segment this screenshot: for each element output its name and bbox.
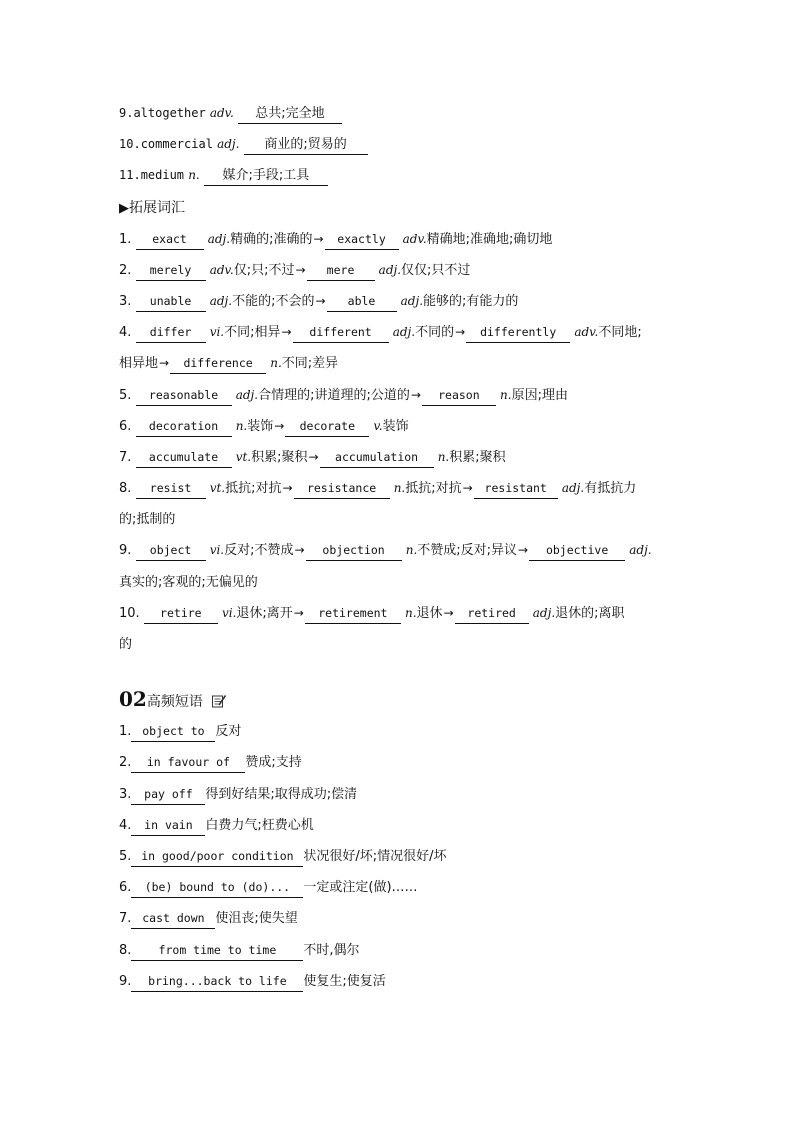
answer-blank bbox=[131, 785, 205, 805]
item-number: 10. bbox=[119, 605, 140, 621]
meaning: 不赞成;反对;异议 bbox=[417, 543, 518, 559]
meaning: 装饰 bbox=[247, 418, 274, 434]
answer-blank bbox=[293, 323, 389, 343]
arrow-icon: → bbox=[274, 418, 285, 433]
answer-blank bbox=[136, 323, 206, 343]
answer-blank bbox=[204, 167, 328, 186]
vocab-word: commercial bbox=[140, 137, 213, 152]
arrow-icon: → bbox=[443, 605, 454, 620]
answer-blank bbox=[466, 323, 570, 343]
answer-text: 总共;完全地 bbox=[255, 106, 325, 121]
part-of-speech: adj. bbox=[235, 387, 259, 402]
part-of-speech: adv. bbox=[209, 106, 234, 120]
meaning: 抵抗;对抗 bbox=[405, 481, 462, 497]
answer-blank bbox=[144, 604, 218, 624]
meaning: 得到好结果;取得成功;偿清 bbox=[205, 786, 358, 802]
meaning: 精确地;准确地;确切地 bbox=[426, 231, 553, 247]
extend-item bbox=[119, 535, 699, 566]
extend-item-continued bbox=[119, 504, 699, 535]
part-of-speech: vi. bbox=[209, 325, 225, 340]
meaning: 积累;聚积 bbox=[251, 449, 308, 465]
answer-blank bbox=[305, 604, 401, 624]
vocab-item bbox=[119, 160, 699, 191]
answer-blank bbox=[136, 541, 206, 561]
answer-text: objection bbox=[322, 543, 385, 558]
part-of-speech: adj. bbox=[400, 293, 424, 308]
answer-text: reasonable bbox=[148, 387, 219, 402]
answer-text: resistant bbox=[484, 481, 547, 496]
item-number: 7. bbox=[119, 449, 132, 465]
triangle-marker-icon: ▶ bbox=[119, 200, 129, 216]
phrase-item bbox=[119, 779, 699, 810]
arrow-icon: → bbox=[282, 481, 293, 496]
answer-text: retired bbox=[467, 605, 516, 620]
meaning: 不时,偶尔 bbox=[303, 942, 360, 958]
answer-text: 媒介;手段;工具 bbox=[222, 168, 310, 184]
answer-blank bbox=[131, 847, 303, 867]
arrow-icon: → bbox=[308, 449, 319, 464]
item-number: 4. bbox=[119, 817, 132, 833]
answer-text: (be) bound to (do)... bbox=[144, 880, 291, 895]
part-of-speech: adj. bbox=[532, 605, 556, 620]
answer-text: in good/poor condition bbox=[141, 848, 294, 863]
answer-text: from time to time bbox=[158, 942, 277, 957]
item-number: 10. bbox=[119, 137, 141, 152]
item-number: 3. bbox=[119, 293, 132, 309]
arrow-icon: → bbox=[315, 293, 326, 308]
meaning: 相异地 bbox=[119, 356, 159, 372]
part-of-speech: adv. bbox=[209, 262, 234, 277]
extend-item bbox=[119, 598, 699, 629]
meaning: 有抵抗力 bbox=[584, 481, 637, 497]
item-number: 5. bbox=[119, 848, 132, 864]
meaning: 仅;只;不过 bbox=[233, 262, 295, 278]
answer-text: different bbox=[309, 325, 372, 340]
meaning: 合情理的;讲道理的;公道的 bbox=[258, 387, 410, 403]
item-number: 9. bbox=[119, 543, 132, 559]
answer-blank bbox=[244, 136, 368, 155]
meaning: 反对 bbox=[215, 724, 242, 740]
answer-blank bbox=[238, 105, 342, 124]
answer-text: cast down bbox=[142, 911, 205, 926]
extend-item-continued bbox=[119, 348, 699, 379]
arrow-icon: → bbox=[518, 543, 529, 558]
phrase-item bbox=[119, 903, 699, 934]
answer-text: unable bbox=[149, 293, 192, 308]
vocab-word: altogether bbox=[133, 106, 206, 120]
answer-text: differently bbox=[480, 325, 557, 340]
answer-text: object bbox=[149, 543, 192, 558]
meaning: 装饰 bbox=[382, 418, 409, 434]
part-of-speech: vt. bbox=[235, 449, 252, 464]
extend-item bbox=[119, 473, 699, 504]
answer-text: accumulation bbox=[335, 449, 419, 464]
item-number: 11. bbox=[119, 168, 141, 183]
arrow-icon: → bbox=[294, 543, 305, 558]
vocab-item bbox=[119, 129, 699, 160]
answer-text: in favour of bbox=[146, 755, 230, 770]
part-of-speech: vi. bbox=[209, 543, 225, 558]
part-of-speech: n. bbox=[188, 168, 200, 183]
vocab-word: medium bbox=[140, 168, 185, 183]
part-of-speech: vi. bbox=[221, 605, 237, 620]
answer-text: mere bbox=[326, 262, 355, 277]
part-of-speech: adv. bbox=[574, 325, 599, 340]
meaning: 退休的;离职 bbox=[555, 605, 625, 621]
meaning: 精确的;准确的 bbox=[230, 231, 313, 247]
arrow-icon: → bbox=[410, 387, 421, 402]
part-of-speech: adv. bbox=[402, 231, 427, 246]
answer-blank bbox=[131, 816, 205, 836]
answer-blank bbox=[320, 448, 434, 468]
part-of-speech: vt. bbox=[209, 481, 226, 496]
meaning: 退休;离开 bbox=[236, 605, 293, 621]
answer-text: decoration bbox=[148, 418, 219, 433]
answer-blank bbox=[136, 230, 204, 250]
extend-item bbox=[119, 380, 699, 411]
answer-blank bbox=[306, 541, 402, 561]
answer-text: exact bbox=[152, 231, 187, 246]
answer-text: reason bbox=[438, 387, 480, 402]
answer-blank bbox=[136, 292, 206, 312]
extend-item-continued bbox=[119, 567, 699, 598]
answer-blank bbox=[136, 417, 232, 437]
answer-text: bring...back to life bbox=[148, 973, 287, 988]
answer-text: retire bbox=[160, 605, 202, 620]
meaning: 抵抗;对抗 bbox=[225, 481, 282, 497]
part-of-speech: adj. bbox=[378, 262, 402, 277]
phrase-item bbox=[119, 935, 699, 966]
item-number: 7. bbox=[119, 911, 132, 927]
answer-text: resist bbox=[149, 481, 192, 496]
answer-blank bbox=[325, 230, 399, 250]
answer-text: in vain bbox=[144, 817, 193, 832]
phrase-item bbox=[119, 966, 699, 997]
answer-blank bbox=[170, 354, 266, 374]
note-pencil-icon bbox=[211, 689, 227, 705]
answer-text: resistance bbox=[306, 481, 377, 496]
item-number: 4. bbox=[119, 325, 132, 341]
arrow-icon: → bbox=[293, 605, 304, 620]
meaning: 的;抵制的 bbox=[119, 512, 176, 528]
meaning: 不同地; bbox=[598, 325, 642, 341]
answer-blank bbox=[422, 386, 496, 406]
item-number: 5. bbox=[119, 387, 132, 403]
document-page bbox=[119, 98, 699, 997]
section-heading bbox=[119, 682, 699, 716]
answer-blank bbox=[307, 261, 375, 281]
answer-text: pay off bbox=[144, 786, 193, 801]
item-number: 3. bbox=[119, 786, 132, 802]
part-of-speech: n. bbox=[393, 481, 406, 496]
meaning: 积累;聚积 bbox=[449, 449, 506, 465]
answer-text: retirement bbox=[318, 605, 388, 620]
meaning: 不同;差异 bbox=[281, 356, 339, 372]
part-of-speech: n. bbox=[235, 418, 248, 433]
meaning: 一定或注定(做)…… bbox=[303, 880, 418, 896]
arrow-icon: → bbox=[313, 231, 324, 246]
answer-blank bbox=[131, 722, 215, 742]
phrase-item bbox=[119, 810, 699, 841]
answer-text: able bbox=[347, 293, 376, 308]
item-number: 1. bbox=[119, 724, 132, 740]
meaning: 使沮丧;使失望 bbox=[215, 911, 298, 927]
meaning: 真实的;客观的;无偏见的 bbox=[119, 574, 258, 590]
item-number: 2. bbox=[119, 755, 132, 771]
answer-blank bbox=[131, 753, 245, 773]
answer-text: exactly bbox=[337, 231, 386, 246]
answer-text: object to bbox=[142, 724, 205, 739]
answer-text: differ bbox=[149, 325, 192, 340]
part-of-speech: n. bbox=[500, 387, 512, 402]
arrow-icon: → bbox=[159, 356, 170, 371]
answer-blank bbox=[529, 541, 625, 561]
part-of-speech: adj. bbox=[392, 325, 416, 340]
phrase-item bbox=[119, 747, 699, 778]
part-of-speech: adj. bbox=[217, 137, 240, 152]
arrow-icon: → bbox=[295, 262, 306, 277]
answer-blank bbox=[294, 479, 390, 499]
meaning: 退休 bbox=[416, 605, 443, 621]
answer-blank bbox=[131, 909, 215, 929]
part-of-speech: v. bbox=[373, 418, 383, 433]
meaning: 状况很好/坏;情况很好/坏 bbox=[303, 848, 447, 864]
extend-item bbox=[119, 255, 699, 286]
answer-blank bbox=[327, 292, 397, 312]
arrow-icon: → bbox=[462, 481, 473, 496]
vocab-item bbox=[119, 98, 699, 129]
meaning: 不同的 bbox=[415, 325, 455, 341]
item-number: 9. bbox=[119, 973, 132, 989]
answer-blank bbox=[136, 386, 232, 406]
meaning: 反对;不赞成 bbox=[224, 543, 294, 559]
item-number: 2. bbox=[119, 262, 132, 278]
meaning: 能够的;有能力的 bbox=[423, 293, 519, 309]
answer-text: merely bbox=[149, 262, 192, 277]
item-number: 6. bbox=[119, 880, 132, 896]
extend-item bbox=[119, 317, 699, 348]
meaning: 赞成;支持 bbox=[245, 755, 302, 771]
arrow-icon: → bbox=[455, 325, 466, 340]
part-of-speech: n. bbox=[270, 356, 282, 371]
answer-text: 商业的;贸易的 bbox=[264, 137, 347, 153]
answer-blank bbox=[136, 261, 206, 281]
extend-item-continued bbox=[119, 629, 699, 660]
extend-title: 拓展词汇 bbox=[129, 199, 185, 216]
answer-text: difference bbox=[183, 356, 253, 371]
item-number: 9. bbox=[119, 106, 134, 120]
item-number: 8. bbox=[119, 481, 132, 497]
meaning: 使复生;使复活 bbox=[303, 973, 386, 989]
extend-item bbox=[119, 442, 699, 473]
answer-blank bbox=[136, 479, 206, 499]
section-number: 02 bbox=[119, 687, 147, 712]
answer-blank bbox=[131, 941, 303, 961]
meaning: 不同;相异 bbox=[224, 325, 281, 341]
answer-text: accumulate bbox=[148, 449, 219, 464]
arrow-icon: → bbox=[281, 325, 292, 340]
phrase-item bbox=[119, 841, 699, 872]
answer-blank bbox=[131, 972, 303, 992]
meaning: 不能的;不会的 bbox=[232, 293, 315, 309]
answer-blank bbox=[131, 878, 303, 898]
extend-item bbox=[119, 286, 699, 317]
meaning: 仅仅;只不过 bbox=[401, 262, 471, 278]
extend-item bbox=[119, 224, 699, 255]
part-of-speech: n. bbox=[405, 605, 417, 620]
part-of-speech: n. bbox=[437, 449, 450, 464]
item-number: 1. bbox=[119, 231, 132, 247]
meaning: 原因;理由 bbox=[511, 387, 568, 403]
phrase-item bbox=[119, 716, 699, 747]
part-of-speech: adj. bbox=[207, 231, 231, 246]
item-number: 6. bbox=[119, 418, 132, 434]
part-of-speech: adj. bbox=[209, 293, 233, 308]
extend-heading bbox=[119, 192, 699, 224]
part-of-speech: adj. bbox=[629, 543, 652, 558]
meaning: 的 bbox=[119, 637, 133, 652]
part-of-speech: n. bbox=[405, 543, 418, 558]
answer-blank bbox=[136, 448, 232, 468]
answer-text: decorate bbox=[299, 418, 355, 433]
part-of-speech: adj. bbox=[561, 481, 585, 496]
answer-blank bbox=[474, 479, 558, 499]
phrase-item bbox=[119, 872, 699, 903]
meaning: 白费力气;枉费心机 bbox=[205, 817, 314, 833]
section-title: 高频短语 bbox=[146, 694, 203, 711]
answer-text: objective bbox=[545, 543, 609, 558]
answer-blank bbox=[285, 417, 369, 437]
extend-item bbox=[119, 411, 699, 442]
item-number: 8. bbox=[119, 942, 132, 958]
answer-blank bbox=[455, 604, 529, 624]
